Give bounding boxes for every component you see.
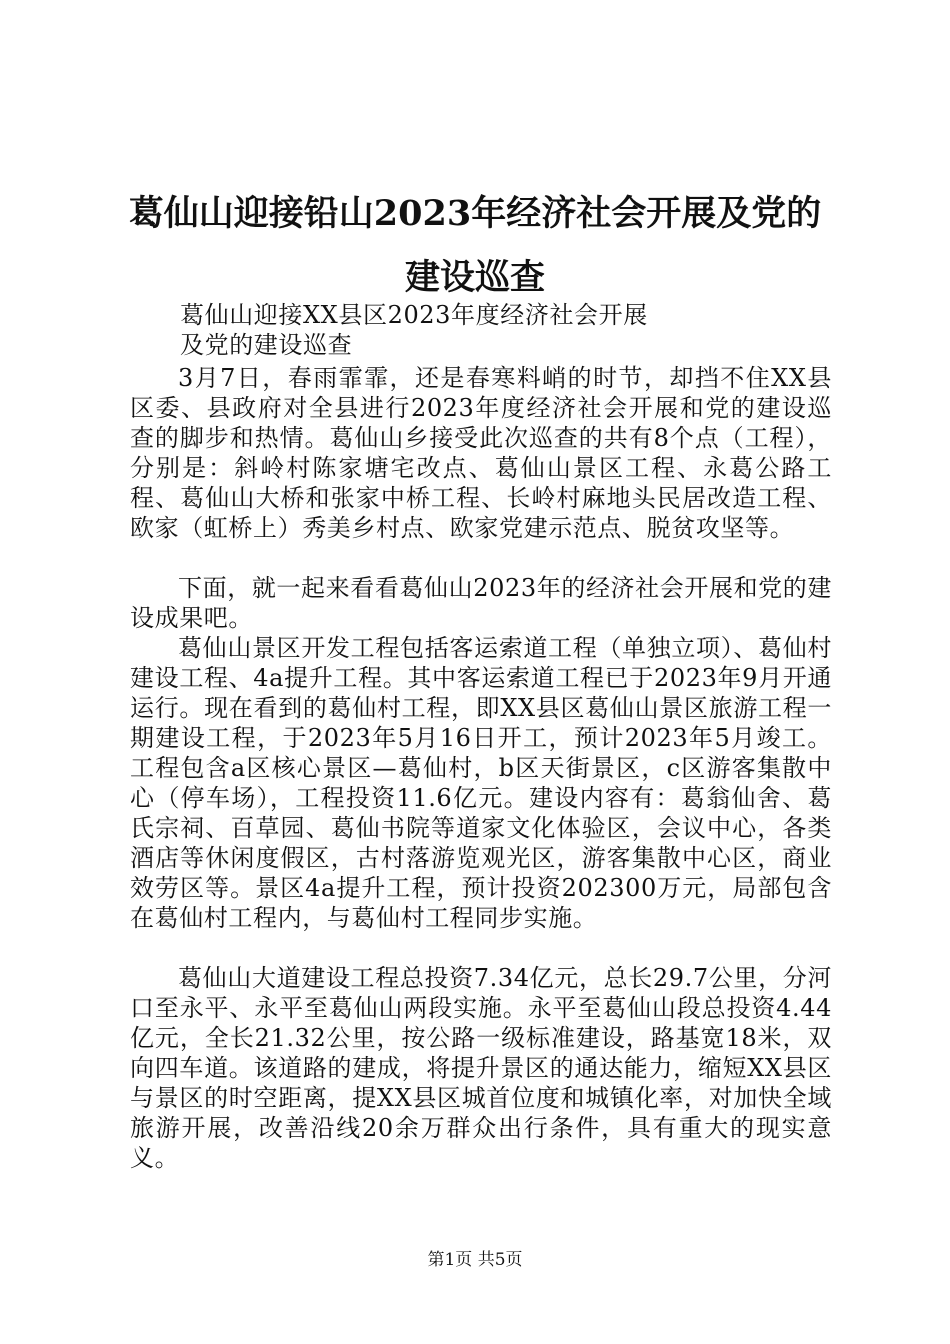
document-title-line-2: 建设巡查: [404, 257, 545, 298]
paragraph-inspection-overview: 3月7日，春雨霏霏，还是春寒料峭的时节，却挡不住XX县区委、县政府对全县进行2023年度经济社会开展和党的建设巡查的脚步和热情。葛仙山乡接受此次巡查的共有8个点（工程），分别是：斜岭村陈家塘宅改点、葛仙山景区工程、永葛公路工程、葛仙山大桥和张家中桥工程、长岭村麻地头民居改造工程、欧家（虹桥上）秀美乡村点、欧家党建示范点、脱贫攻坚等。: [130, 364, 832, 542]
page-footer: 第1页 共5页: [427, 1250, 523, 1270]
paragraph-avenue-project: 葛仙山大道建设工程总投资7.34亿元，总长29.7公里，分河口至永平、永平至葛仙山两段实施。永平至葛仙山段总投资4.44亿元，全长21.32公里，按公路一级标准建设，路基宽18米，双向四车道。该道路的建成，将提升景区的通达能力，缩短XX县区与景区的时空距离，提XX县区城首位度和城镇化率，对加快全域旅游开展，改善沿线20余万群众出行条件，具有重大的现实意义。: [130, 964, 832, 1172]
subtitle-line-1: 葛仙山迎接XX县区2023年度经济社会开展: [180, 301, 648, 329]
paragraph-scenic-area-project: 葛仙山景区开发工程包括客运索道工程（单独立项）、葛仙村建设工程、4a提升工程。其中客运索道工程已于2023年9月开通运行。现在看到的葛仙村工程，即XX县区葛仙山景区旅游工程一期建设工程，于2023年5月16日开工，预计2023年5月竣工。工程包含a区核心景区—葛仙村，b区天街景区，c区游客集散中心（停车场），工程投资11.6亿元。建设内容有：葛翁仙舍、葛氏宗祠、百草园、葛仙书院等道家文化体验区，会议中心，各类酒店等休闲度假区，古村落游览观光区，游客集散中心区，商业效劳区等。景区4a提升工程，预计投资202300万元，局部包含在葛仙村工程内，与葛仙村工程同步实施。: [130, 634, 832, 932]
subtitle-line-2: 及党的建设巡查: [180, 331, 353, 359]
document-title-line-1: 葛仙山迎接铅山2023年经济社会开展及党的: [128, 193, 822, 234]
paragraph-intro-results: 下面，就一起来看看葛仙山2023年的经济社会开展和党的建设成果吧。: [130, 574, 832, 632]
